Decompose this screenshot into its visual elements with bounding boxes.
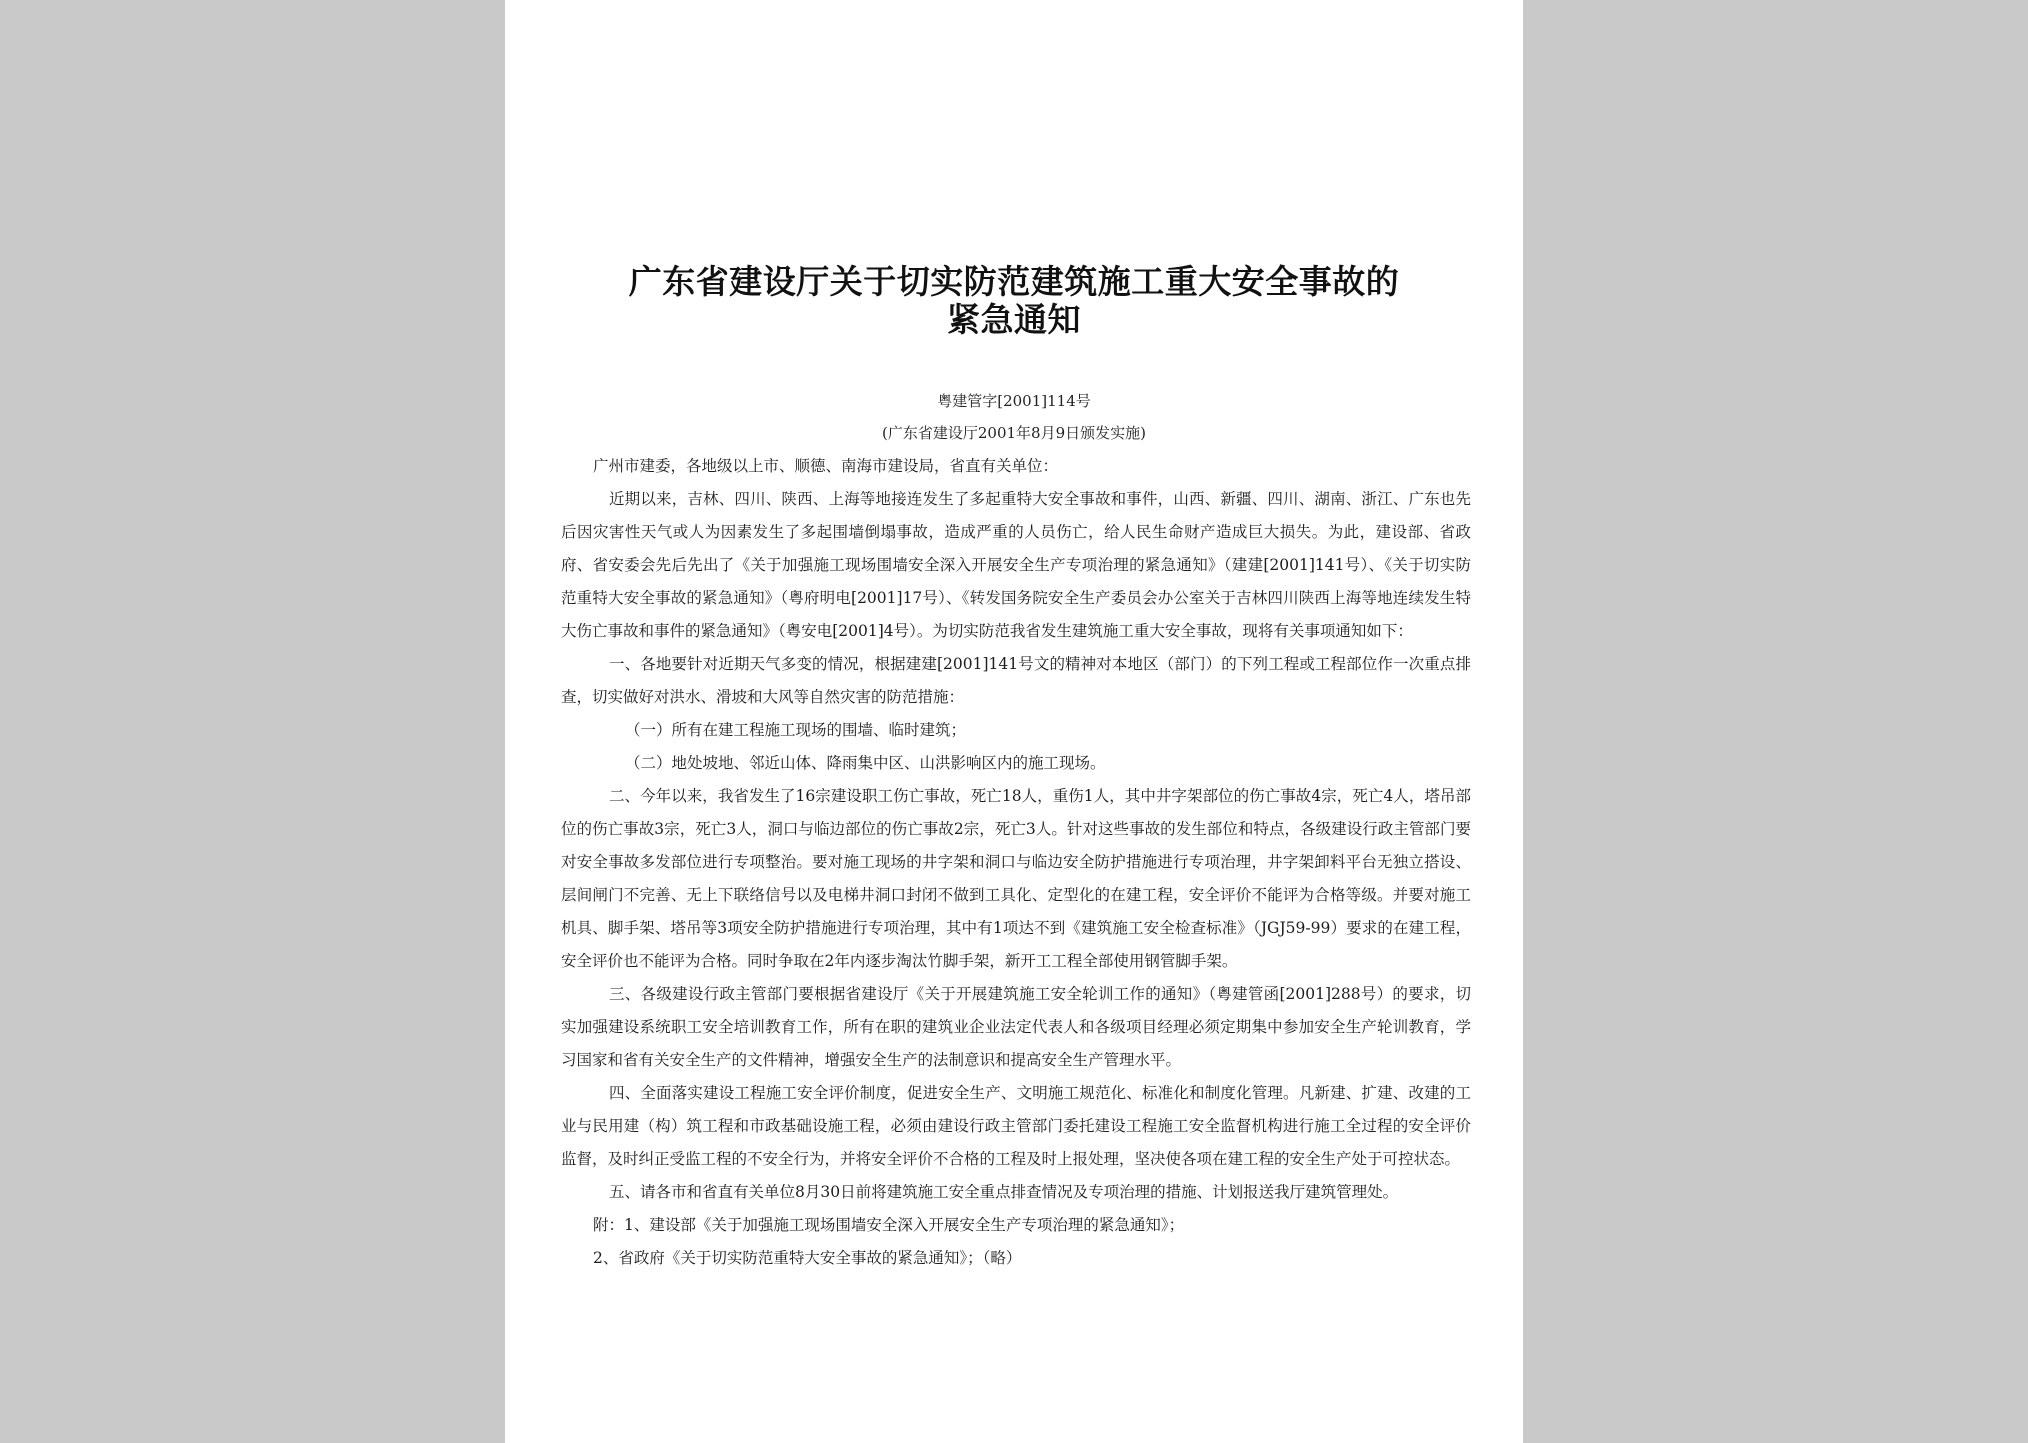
item-5-paragraph: 五、请各市和省直有关单位8月30日前将建筑施工安全重点排查情况及专项治理的措施、计划报送我厅建筑管理处。 [609,1183,1399,1201]
intro-paragraph: 近期以来，吉林、四川、陕西、上海等地接连发生了多起重特大安全事故和事件，山西、新疆、四川、湖南、浙江、广东也先后因灾害性天气或人为因素发生了多起围墙倒塌事故，造成严重的人员伤亡，给人民生命财产造成巨大损失。为此，建设部、省政府、省安委会先后先出了《关于加强施工现场围墙安全深入开展安全生产专项治理的紧急通知》（建建[2001]141号）、《关于切实防范重特大安全事故的紧急通知》（粤府明电[2001]17号）、《转发国务院安全生产委员会办公室关于吉林四川陕西上海等地连续发生特大伤亡事故和事件的紧急通知》（粤安电[2001]4号）。为切实防范我省发生建筑施工重大安全事故，现将有关事项通知如下： [561,490,1471,640]
document-title-line-2: 紧急通知 [947,300,1081,339]
document-number: 粤建管字[2001]114号 [937,392,1091,410]
issue-date: (广东省建设厅2001年8月9日颁发实施) [882,424,1146,442]
document-title-line-1: 广东省建设厅关于切实防范建筑施工重大安全事故的 [628,262,1400,301]
item-2-paragraph: 二、今年以来，我省发生了16宗建设职工伤亡事故，死亡18人，重伤1人，其中井字架部位的伤亡事故4宗，死亡4人，塔吊部位的伤亡事故3宗，死亡3人，洞口与临边部位的伤亡事故2宗，死亡3人。针对这些事故的发生部位和特点，各级建设行政主管部门要对安全事故多发部位进行专项整治。要对施工现场的井字架和洞口与临边安全防护措施进行专项治理，井字架卸料平台无独立搭设、层间闸门不完善、无上下联络信号以及电梯井洞口封闭不做到工具化、定型化的在建工程，安全评价不能评为合格等级。并要对施工机具、脚手架、塔吊等3项安全防护措施进行专项治理，其中有1项达不到《建筑施工安全检查标准》（JGJ59-99）要求的在建工程，安全评价也不能评为合格。同时争取在2年内逐步淘汰竹脚手架，新开工工程全部使用钢管脚手架。 [561,787,1471,970]
item-4-paragraph: 四、全面落实建设工程施工安全评价制度，促进安全生产、文明施工规范化、标准化和制度化管理。凡新建、扩建、改建的工业与民用建（构）筑工程和市政基础设施工程，必须由建设行政主管部门委托建设工程施工安全监督机构进行施工全过程的安全评价监督，及时纠正受监工程的不安全行为，并将安全评价不合格的工程及时上报处理，坚决使各项在建工程的安全生产处于可控状态。 [561,1084,1471,1168]
item-3-paragraph: 三、各级建设行政主管部门要根据省建设厅《关于开展建筑施工安全轮训工作的通知》（粤建管函[2001]288号）的要求，切实加强建设系统职工安全培训教育工作，所有在职的建筑业企业法定代表人和各级项目经理必须定期集中参加安全生产轮训教育，学习国家和省有关安全生产的文件精神，增强安全生产的法制意识和提高安全生产管理水平。 [561,985,1471,1069]
document-body [561,450,1471,1275]
document-page [505,0,1523,1443]
item-1-sub-2: （二）地处坡地、邻近山体、降雨集中区、山洪影响区内的施工现场。 [625,754,1106,772]
item-1-paragraph: 一、各地要针对近期天气多变的情况，根据建建[2001]141号文的精神对本地区（部门）的下列工程或工程部位作一次重点排查，切实做好对洪水、滑坡和大风等自然灾害的防范措施： [561,655,1471,706]
attachment-1: 附：1、建设部《关于加强施工现场围墙安全深入开展安全生产专项治理的紧急通知》； [593,1216,1185,1234]
addressee: 广州市建委，各地级以上市、顺德、南海市建设局，省直有关单位： [593,457,1059,475]
item-1-sub-1: （一）所有在建工程施工现场的围墙、临时建筑； [625,721,967,739]
attachment-2: 2、省政府《关于切实防范重特大安全事故的紧急通知》；（略） [593,1249,1022,1267]
